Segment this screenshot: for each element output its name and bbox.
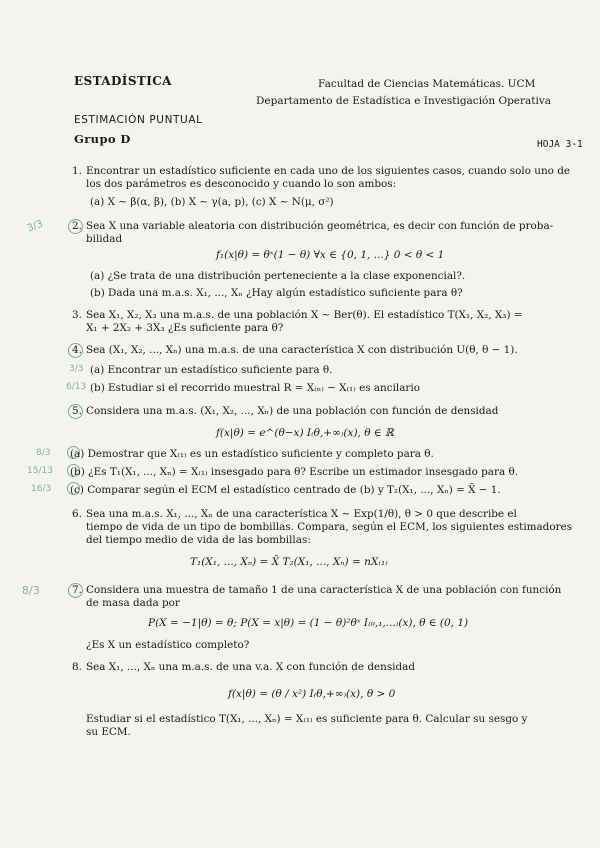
department-name: Departamento de Estadística e Investigación Operativa [256,95,552,107]
subject-title: ESTADÍSTICA [74,74,172,88]
formula: T₁(X₁, ..., Xₙ) = X̄ T₂(X₁, ..., Xₙ) = nX₍₁₎ [190,556,388,568]
exercise-text: bilidad [86,233,123,245]
group-label: Grupo D [74,132,131,146]
exercise-text: Sea X₁, ..., Xₙ una m.a.s. de una v.a. X con función de densidad [86,661,415,673]
handwritten-mark: 3/3 [69,364,84,374]
exercise-number: 4. [72,344,82,356]
item-b: (b) ¿Es T₁(X₁, ..., Xₙ) = X₍₁₎ insesgado para θ? Escribe un estimador insesgado para θ. [70,466,519,478]
handwritten-mark: 8/3 [36,448,51,458]
exercise-text: Considera una m.a.s. (X₁, X₂, ..., Xₙ) de una población con función de densidad [86,405,499,417]
exercise-text: tiempo de vida de un tipo de bombillas. Compara, según el ECM, los siguientes estimadores [86,521,573,533]
exercise-number: 3. [72,309,82,321]
exercise-text: los dos parámetros es desconocido y cuando lo son ambos: [86,178,397,190]
exercise-text: Encontrar un estadístico suficiente en cada uno de los siguientes casos, cuando solo uno de [86,165,570,177]
exercise-number: 8. [72,661,82,673]
handwritten-mark: 6/13 [66,382,87,392]
handwritten-mark: 15/13 [27,466,53,476]
exercise-number: 5. [72,405,82,417]
item-a: (a) Encontrar un estadístico suficiente para θ. [90,364,333,376]
formula: f(x|θ) = (θ / x²) I₍θ,+∞₎(x), θ > 0 [228,688,396,700]
topic-title: ESTIMACIÓN PUNTUAL [74,114,203,126]
exercise-number: 2. [72,220,82,232]
item-c: (c) Comparar según el ECM el estadístico centrado de (b) y T₂(X₁, ..., Xₙ) = X̄ − 1. [70,484,501,496]
exercise-text: Sea X₁, X₂, X₃ una m.a.s. de una población X ∼ Ber(θ). El estadístico T(X₁, X₂, X₃) = [86,309,523,321]
exercise-text: X₁ + 2X₂ + 3X₃ ¿Es suficiente para θ? [86,322,284,334]
exercise-text: de masa dada por [86,597,180,609]
formula: f(x|θ) = e^(θ−x) I₍θ,+∞₎(x), θ ∈ ℝ [216,427,394,439]
exercise-text: Sea X una variable aleatoria con distribución geométrica, es decir con función de proba- [86,220,554,232]
exercise-options: (a) X ∼ β(α, β), (b) X ∼ γ(a, p), (c) X ∼ N(μ, σ²) [90,196,334,208]
exercise-text: Considera una muestra de tamaño 1 de una característica X de una población con función [86,584,562,596]
item-a: (a) ¿Se trata de una distribución perteneciente a la clase exponencial?. [90,270,466,282]
exercise-text: Estudiar si el estadístico T(X₁, ..., Xₙ) = X₍₁₎ es suficiente para θ. Calcular su sesgo y [86,713,528,725]
handwritten-mark: 8/3 [22,584,40,597]
faculty-name: Facultad de Ciencias Matemáticas. UCM [318,78,536,90]
handwritten-mark: 3/3 [25,218,45,235]
item-b: (b) Estudiar si el recorrido muestral R = X₍ₙ₎ − X₍₁₎ es ancilario [90,382,420,394]
exercise-number: 6. [72,508,82,520]
exercise-text: del tiempo medio de vida de las bombillas: [86,534,311,546]
exercise-text: Sea (X₁, X₂, ..., Xₙ) una m.a.s. de una característica X con distribución U(θ, θ − 1). [86,344,518,356]
formula: f₁(x|θ) = θˣ(1 − θ) ∀x ∈ {0, 1, ...} 0 < θ < 1 [216,249,445,261]
exercise-number: 7. [72,584,82,596]
handwritten-mark: 16/3 [31,484,52,494]
exercise-number: 1. [72,165,82,177]
item-a: (a) Demostrar que X₍₁₎ es un estadístico suficiente y completo para θ. [70,448,434,460]
exercise-question: ¿Es X un estadístico completo? [86,639,250,651]
formula: P(X = −1|θ) = θ; P(X = x|θ) = (1 − θ)²θˣ I₍₀,₁,...₎(x), θ ∈ (0, 1) [148,617,469,629]
item-b: (b) Dada una m.a.s. X₁, ..., Xₙ ¿Hay algún estadístico suficiente para θ? [90,287,463,299]
sheet-label: HOJA 3-1 [537,139,583,150]
exercise-text: Sea una m.a.s. X₁, ..., Xₙ de una característica X ∼ Exp(1/θ), θ > 0 que describe el [86,508,517,520]
exercise-text: su ECM. [86,726,131,738]
